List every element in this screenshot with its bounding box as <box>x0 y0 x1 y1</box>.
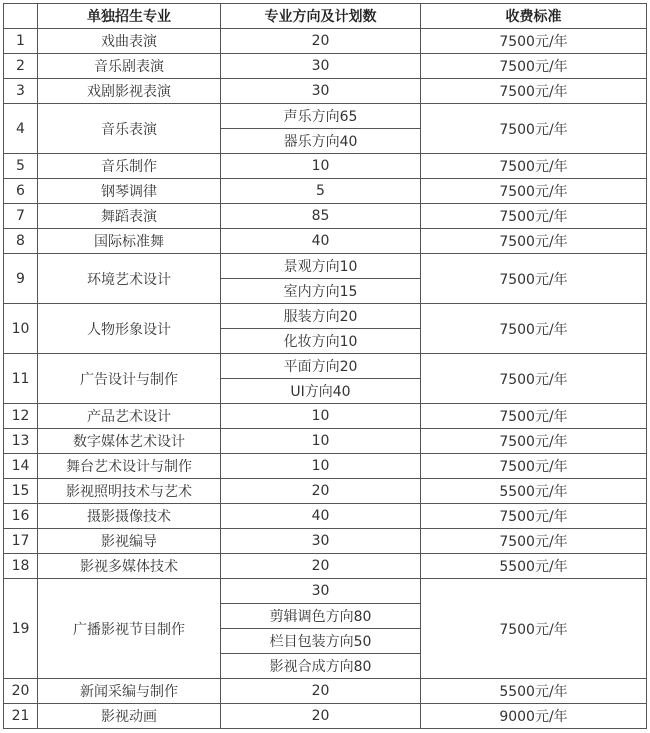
table-row <box>4 479 647 504</box>
row-number: 18 <box>4 554 38 579</box>
table-row <box>4 704 647 729</box>
table-row <box>4 154 647 179</box>
row-number: 11 <box>4 354 38 404</box>
row-number: 1 <box>4 29 38 54</box>
plan-cell: 30 <box>221 79 421 104</box>
fee-cell: 7500元/年 <box>421 304 647 354</box>
fee-cell: 7500元/年 <box>421 204 647 229</box>
row-number: 9 <box>4 254 38 304</box>
plan-cell: 30 <box>221 54 421 79</box>
major-cell: 新闻采编与制作 <box>38 679 221 704</box>
header-row <box>4 4 647 29</box>
major-cell: 数字媒体艺术设计 <box>38 429 221 454</box>
table-row <box>4 354 647 379</box>
plan-cell: 5 <box>221 179 421 204</box>
plan-cell: 服装方向20 <box>221 304 421 329</box>
header-major: 单独招生专业 <box>38 4 221 29</box>
major-cell: 音乐表演 <box>38 104 221 154</box>
table-row <box>4 79 647 104</box>
plan-cell: 平面方向20 <box>221 354 421 379</box>
major-cell: 舞台艺术设计与制作 <box>38 454 221 479</box>
plan-cell: 化妆方向10 <box>221 329 421 354</box>
fee-cell: 7500元/年 <box>421 54 647 79</box>
row-number: 17 <box>4 529 38 554</box>
fee-cell: 7500元/年 <box>421 429 647 454</box>
major-cell: 国际标准舞 <box>38 229 221 254</box>
row-number: 4 <box>4 104 38 154</box>
row-number: 19 <box>4 579 38 679</box>
header-plans: 专业方向及计划数 <box>221 4 421 29</box>
major-cell: 影视照明技术与艺术 <box>38 479 221 504</box>
major-cell: 影视动画 <box>38 704 221 729</box>
fee-cell: 5500元/年 <box>421 479 647 504</box>
table-row <box>4 304 647 329</box>
table-row <box>4 104 647 129</box>
table-row <box>4 504 647 529</box>
fee-cell: 7500元/年 <box>421 404 647 429</box>
plan-cell: 剪辑调色方向80 <box>221 604 421 629</box>
plan-cell: 20 <box>221 679 421 704</box>
fee-cell: 5500元/年 <box>421 554 647 579</box>
plan-cell: 10 <box>221 154 421 179</box>
table-row <box>4 254 647 279</box>
plan-cell: 10 <box>221 429 421 454</box>
fee-cell: 7500元/年 <box>421 179 647 204</box>
plan-cell: 20 <box>221 479 421 504</box>
plan-cell: 30 <box>221 529 421 554</box>
table-row <box>4 429 647 454</box>
table-row <box>4 204 647 229</box>
major-cell: 影视多媒体技术 <box>38 554 221 579</box>
row-number: 6 <box>4 179 38 204</box>
header-fee: 收费标准 <box>421 4 647 29</box>
row-number: 12 <box>4 404 38 429</box>
major-cell: 摄影摄像技术 <box>38 504 221 529</box>
fee-cell: 7500元/年 <box>421 504 647 529</box>
plan-cell: 30 <box>221 579 421 604</box>
row-number: 8 <box>4 229 38 254</box>
fee-cell: 7500元/年 <box>421 454 647 479</box>
fee-cell: 7500元/年 <box>421 579 647 679</box>
major-cell: 戏剧影视表演 <box>38 79 221 104</box>
table-row <box>4 404 647 429</box>
fee-cell: 5500元/年 <box>421 679 647 704</box>
table-row <box>4 454 647 479</box>
row-number: 2 <box>4 54 38 79</box>
plan-cell: 影视合成方向80 <box>221 654 421 679</box>
table-row <box>4 29 647 54</box>
table-row <box>4 529 647 554</box>
fee-cell: 7500元/年 <box>421 254 647 304</box>
row-number: 16 <box>4 504 38 529</box>
plan-cell: 10 <box>221 454 421 479</box>
row-number: 3 <box>4 79 38 104</box>
plan-cell: 声乐方向65 <box>221 104 421 129</box>
plan-cell: 20 <box>221 554 421 579</box>
plan-cell: 栏目包装方向50 <box>221 629 421 654</box>
header-index <box>4 4 38 29</box>
major-cell: 人物形象设计 <box>38 304 221 354</box>
row-number: 20 <box>4 679 38 704</box>
fee-cell: 7500元/年 <box>421 229 647 254</box>
table-row <box>4 554 647 579</box>
major-cell: 广播影视节目制作 <box>38 579 221 679</box>
plan-cell: 40 <box>221 504 421 529</box>
plan-cell: 20 <box>221 704 421 729</box>
plan-cell: 10 <box>221 404 421 429</box>
plan-cell: 景观方向10 <box>221 254 421 279</box>
plan-cell: 20 <box>221 29 421 54</box>
plan-cell: UI方向40 <box>221 379 421 404</box>
major-cell: 环境艺术设计 <box>38 254 221 304</box>
table-row <box>4 229 647 254</box>
table-row <box>4 54 647 79</box>
fee-cell: 9000元/年 <box>421 704 647 729</box>
fee-cell: 7500元/年 <box>421 79 647 104</box>
major-cell: 戏曲表演 <box>38 29 221 54</box>
row-number: 7 <box>4 204 38 229</box>
major-cell: 音乐制作 <box>38 154 221 179</box>
row-number: 21 <box>4 704 38 729</box>
major-cell: 影视编导 <box>38 529 221 554</box>
table-row <box>4 179 647 204</box>
plan-cell: 室内方向15 <box>221 279 421 304</box>
row-number: 15 <box>4 479 38 504</box>
major-cell: 产品艺术设计 <box>38 404 221 429</box>
major-cell: 广告设计与制作 <box>38 354 221 404</box>
row-number: 14 <box>4 454 38 479</box>
plan-cell: 器乐方向40 <box>221 129 421 154</box>
table-body <box>4 29 647 729</box>
row-number: 10 <box>4 304 38 354</box>
row-number: 13 <box>4 429 38 454</box>
fee-cell: 7500元/年 <box>421 354 647 404</box>
fee-cell: 7500元/年 <box>421 104 647 154</box>
major-cell: 舞蹈表演 <box>38 204 221 229</box>
fee-cell: 7500元/年 <box>421 29 647 54</box>
fee-cell: 7500元/年 <box>421 154 647 179</box>
plan-cell: 85 <box>221 204 421 229</box>
fee-cell: 7500元/年 <box>421 529 647 554</box>
enrollment-table <box>3 3 647 729</box>
table-row <box>4 679 647 704</box>
major-cell: 钢琴调律 <box>38 179 221 204</box>
plan-cell: 40 <box>221 229 421 254</box>
row-number: 5 <box>4 154 38 179</box>
major-cell: 音乐剧表演 <box>38 54 221 79</box>
table-row <box>4 579 647 604</box>
